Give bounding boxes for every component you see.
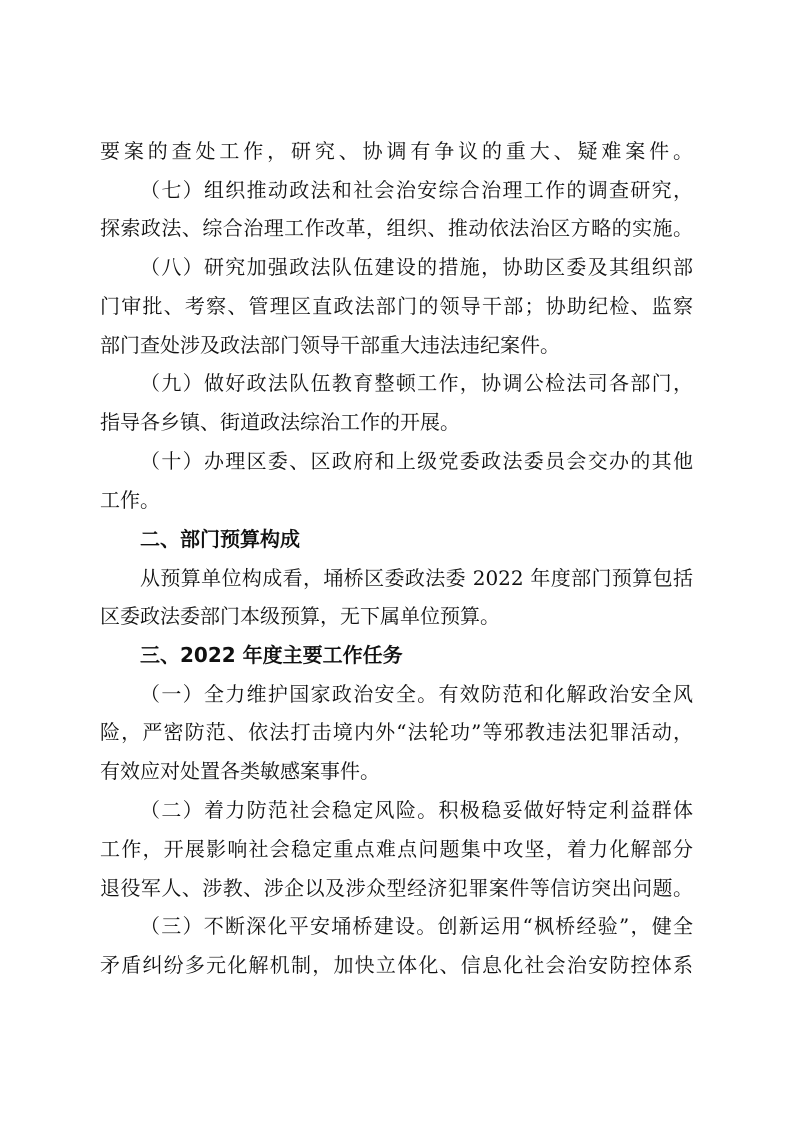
paragraph-line: 指导各乡镇、街道政法综治工作的开展。 — [100, 410, 460, 434]
paragraph-line: （七）组织推动政法和社会治安综合治理工作的调查研究， — [140, 178, 693, 202]
paragraph-line: （三）不断深化平安埇桥建设。创新运用“枫桥经验”，健全 — [140, 914, 693, 938]
paragraph-line: 从预算单位构成看，埇桥区委政法委 2022 年度部门预算包括 — [140, 566, 693, 590]
section-heading: 二、部门预算构成 — [140, 527, 300, 551]
section-heading: 三、2022 年度主要工作任务 — [140, 643, 403, 667]
paragraph-line: 矛盾纠纷多元化解机制，加快立体化、信息化社会治安防控体系 — [100, 953, 693, 977]
paragraph-line: 探索政法、综合治理工作改革，组织、推动依法治区方略的实施。 — [100, 216, 693, 240]
paragraph-line: （一）全力维护国家政治安全。有效防范和化解政治安全风 — [140, 682, 693, 706]
paragraph-line: 工作。 — [100, 488, 160, 512]
paragraph-line: 部门查处涉及政法部门领导干部重大违法违纪案件。 — [100, 333, 560, 357]
paragraph-line: （二）着力防范社会稳定风险。积极稳妥做好特定利益群体 — [140, 798, 693, 822]
paragraph-line: 区委政法委部门本级预算，无下属单位预算。 — [100, 604, 500, 628]
paragraph-line: 退役军人、涉教、涉企以及涉众型经济犯罪案件等信访突出问题。 — [100, 876, 693, 900]
paragraph-line: 要案的查处工作，研究、协调有争议的重大、疑难案件。 — [100, 139, 693, 163]
paragraph-line: 险，严密防范、依法打击境内外“法轮功”等邪教违法犯罪活动， — [100, 720, 693, 744]
paragraph-line: （九）做好政法队伍教育整顿工作，协调公检法司各部门， — [140, 371, 693, 395]
paragraph-line: （十）办理区委、区政府和上级党委政法委员会交办的其他 — [140, 449, 693, 473]
paragraph-line: 门审批、考察、管理区直政法部门的领导干部；协助纪检、监察 — [100, 294, 693, 318]
paragraph-line: 工作，开展影响社会稳定重点难点问题集中攻坚，着力化解部分 — [100, 837, 693, 861]
paragraph-line: 有效应对处置各类敏感案事件。 — [100, 759, 380, 783]
paragraph-line: （八）研究加强政法队伍建设的措施，协助区委及其组织部 — [140, 255, 693, 279]
